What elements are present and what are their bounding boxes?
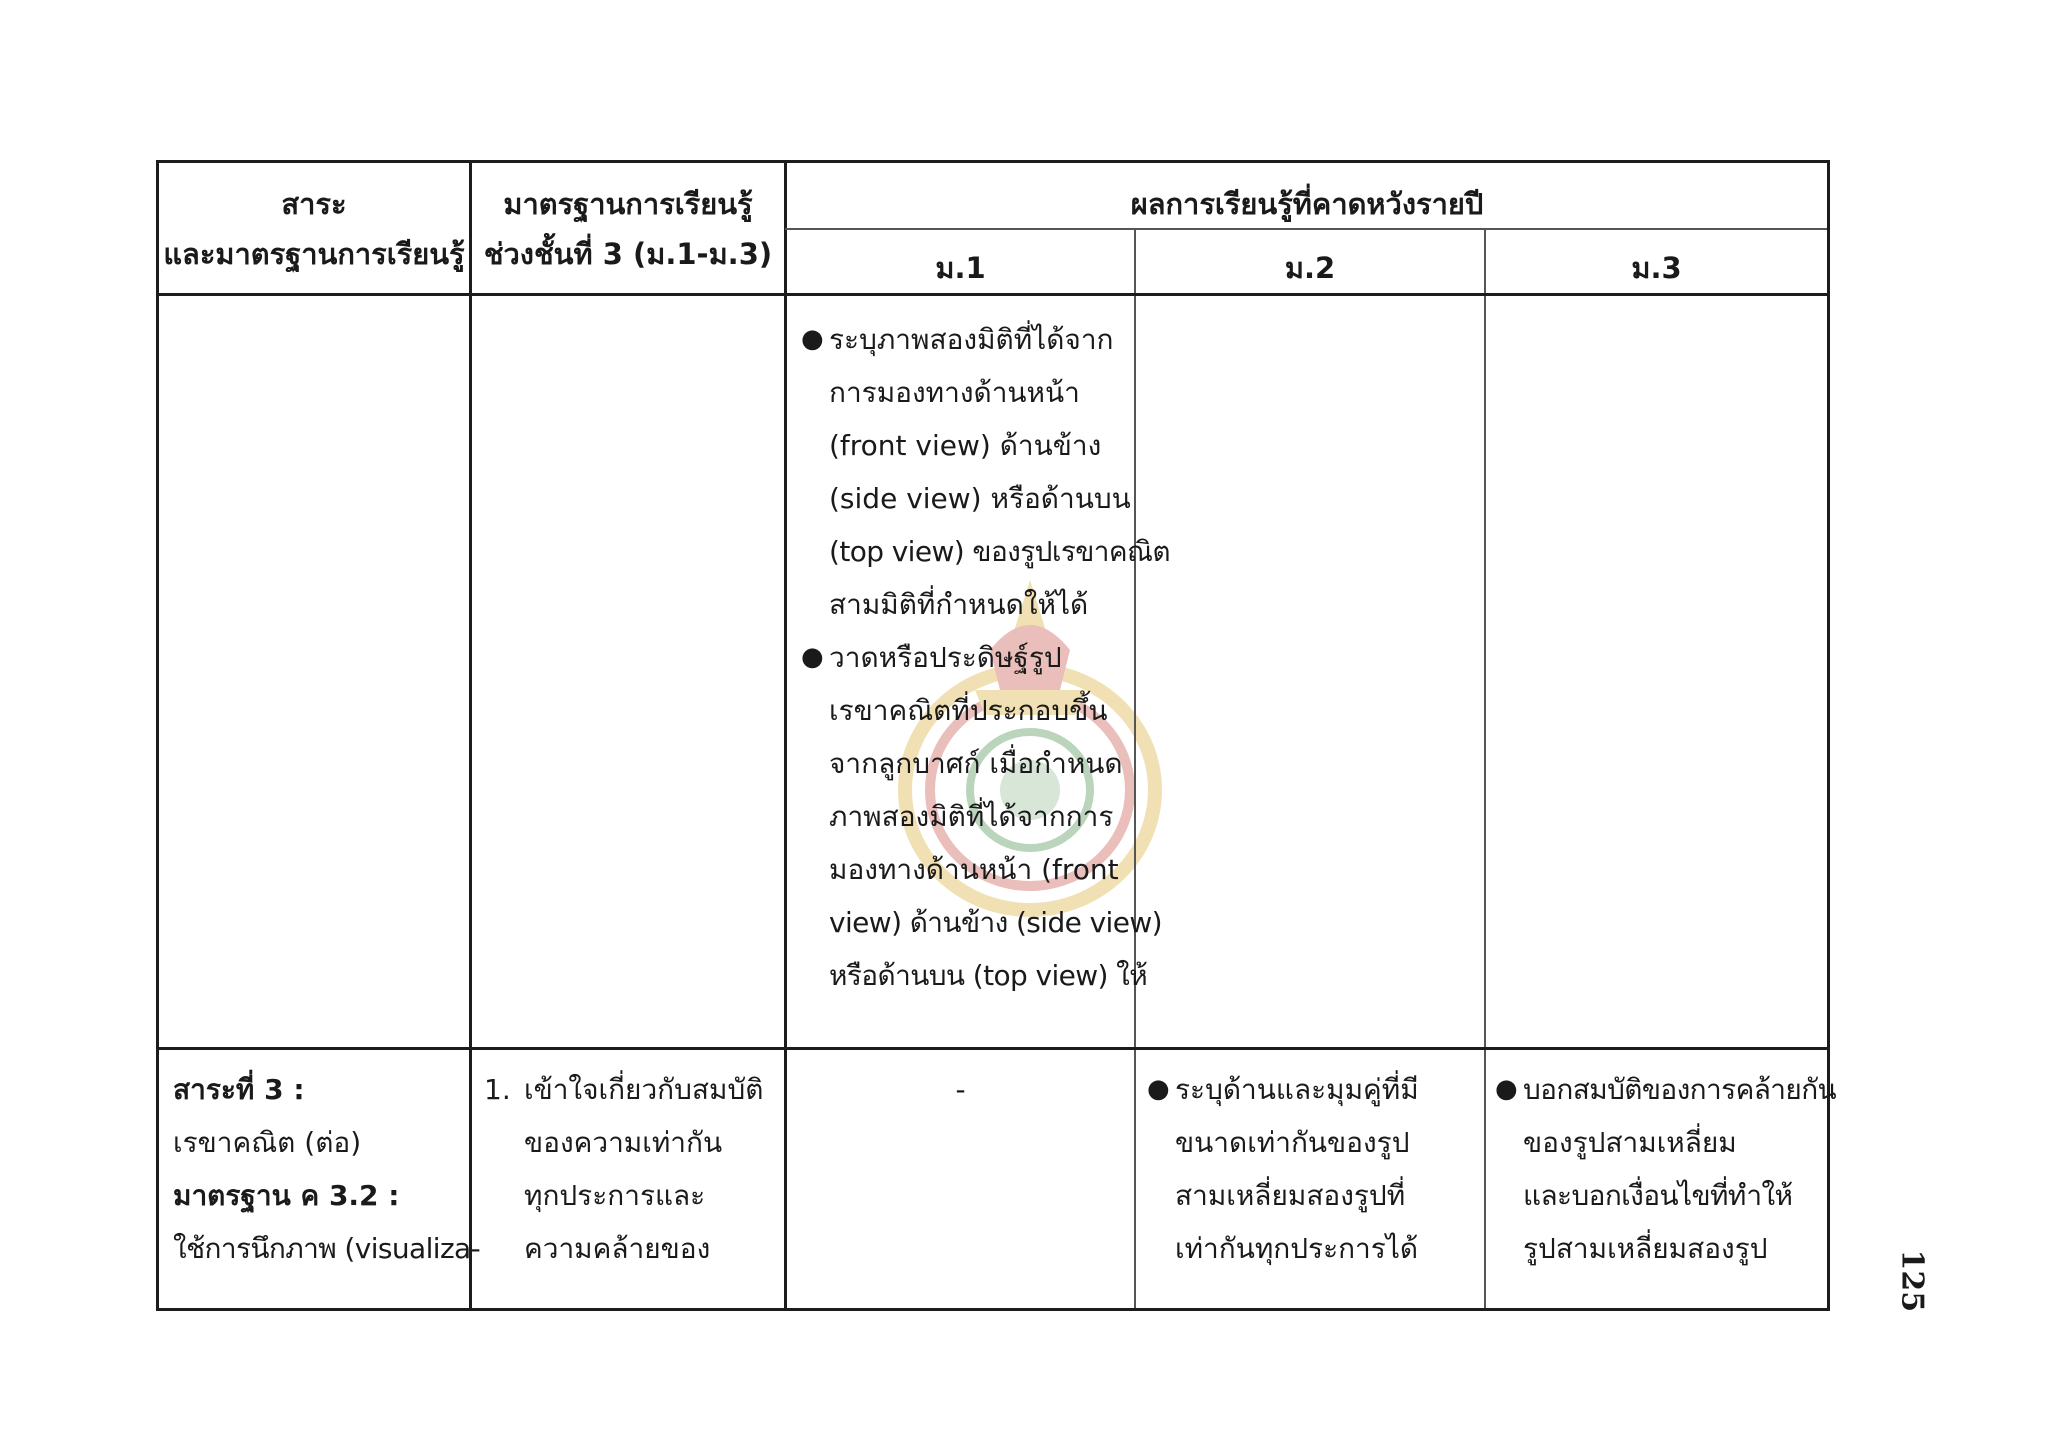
row2-m2-bullet: ● ระบุด้านและมุมคู่ที่มี ขนาดเท่ากันของรูป สามเหลี่ยมสองรูปที่ เท่ากันทุกประการได้ [1147,1063,1419,1275]
row1-m1-bullet-2: ● วาดหรือประดิษฐ์รูป เรขาคณิตที่ประกอบขึ้น จากลูกบาศก์ เมื่อกำหนด ภาพสองมิติที่ได้จากการ มองทางด้านหน้า (front view) ด้านข้าง (side view) หรือด้านบน (top view) ให้ [801,631,1170,1002]
header-col1-line2: และมาตรฐานการเรียนรู้ [163,237,465,271]
header-col2-line1: มาตรฐานการเรียนรู้ [503,187,753,221]
row2-col2: 1. เข้าใจเกี่ยวกับสมบัติ ของความเท่ากัน ทุกประการและ ความคล้ายของ [484,1063,763,1275]
bullet-icon: ● [801,642,824,672]
row2-m3-bullet: ● บอกสมบัติของการคล้ายกัน ของรูปสามเหลี่ยม และบอกเงื่อนไขที่ทำให้ รูปสามเหลี่ยมสองรูป [1495,1063,1836,1275]
row1-m1-bullet-1: ● ระบุภาพสองมิติที่ได้จาก การมองทางด้านหน้า (front view) ด้านข้าง (side view) หรือด้านบน (top view) ของรูปเรขาคณิต สามมิติที่กำหนดให้ได้ [801,313,1170,631]
strand-title: สาระที่ 3 : [173,1073,305,1106]
col-divider-4 [1484,228,1486,1308]
row2-m3-outcomes [1495,1063,1836,1275]
header-col2-line2: ช่วงชั้นที่ 3 (ม.1-ม.3) [483,237,773,271]
header-m3: ม.3 [1631,251,1682,285]
row2-m1-dash: - [955,1073,966,1106]
page-number: 125 [1894,1249,1930,1313]
standard-title: มาตรฐาน ค 3.2 : [173,1179,400,1212]
bullet-icon: ● [1495,1074,1518,1104]
header-m1: ม.1 [935,251,986,285]
header-expected-outcomes: ผลการเรียนรู้ที่คาดหวังรายปี [1130,187,1484,221]
group-header-divider [785,228,1827,230]
standard-text: ใช้การนึกภาพ (visualiza- [173,1232,481,1265]
bullet-icon: ● [1147,1074,1170,1104]
strand-name: เรขาคณิต (ต่อ) [173,1126,362,1159]
col-divider-2 [784,163,787,1308]
row-divider [159,1047,1827,1050]
row2-m2-outcomes [1147,1063,1419,1275]
curriculum-table [156,160,1837,1311]
bullet-icon: ● [801,324,824,354]
header-col1-line1: สาระ [281,187,347,221]
row1-m1-outcomes [801,313,1170,1002]
header-m2: ม.2 [1284,251,1336,285]
row2-col1 [173,1063,480,1275]
header-bottom-border [159,293,1827,296]
item-number: 1. [484,1073,511,1106]
